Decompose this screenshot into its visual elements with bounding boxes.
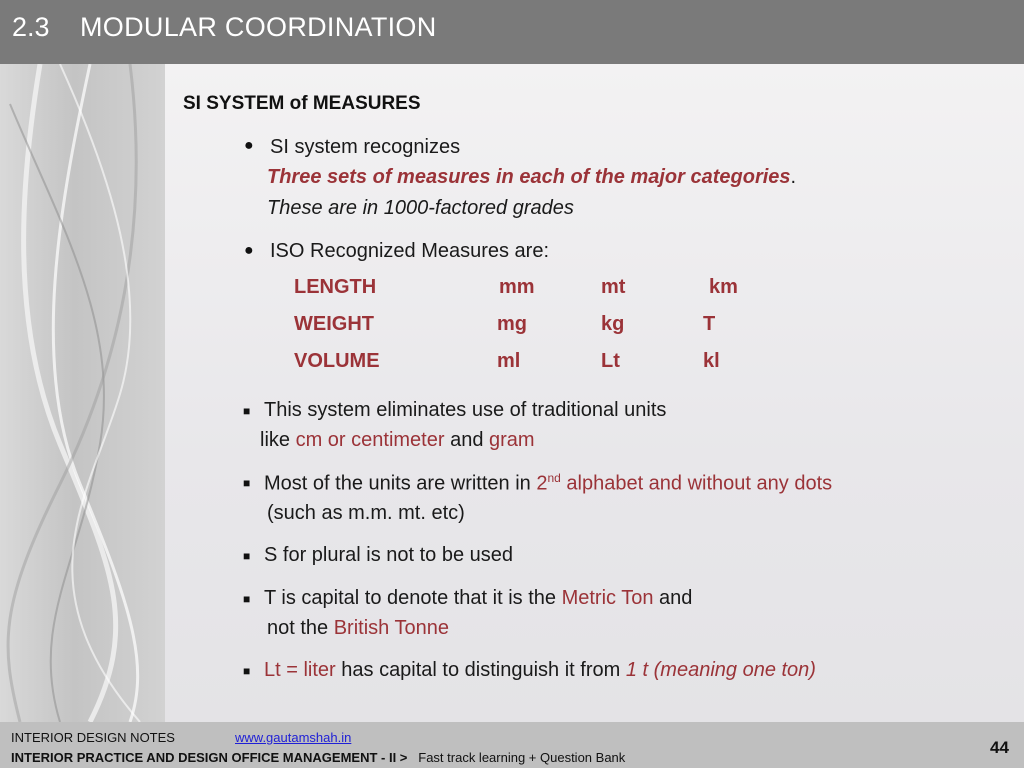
section-number: 2.3 [12,12,50,42]
bullet-dot: ● [244,137,254,154]
measure-unit: Lt [601,350,620,372]
measure-name: LENGTH [294,276,377,298]
bullet6-text: T is capital to denote that it is the Metric Ton and [264,587,693,609]
measure-name: WEIGHT [294,313,374,335]
bullet3-text: This system eliminates use of traditional units [264,399,667,421]
page-number: 44 [990,738,1009,757]
bullet-square: ■ [243,592,251,606]
footer-course-line: INTERIOR PRACTICE AND DESIGN OFFICE MANAGEMENT - II > Fast track learning + Question Bank [11,750,626,765]
bullet7-text: Lt = liter has capital to distinguish it from 1 t (meaning one ton) [264,659,816,681]
bullet1-note: These are in 1000-factored grades [267,197,574,219]
section-heading: SI SYSTEM of MEASURES [183,93,421,114]
bullet-square: ■ [243,664,251,678]
bullet6-continued: not the British Tonne [267,617,449,639]
bullet4-text: Most of the units are written in 2nd alphabet and without any dots [264,471,833,495]
title-bar [0,0,1024,64]
bullet1-text: SI system recognizes [270,136,461,158]
measure-unit: mg [497,313,527,335]
bullet-square: ■ [243,404,251,418]
measure-unit: ml [497,350,521,372]
measure-unit: mm [499,276,535,298]
bullet-dot: ● [244,242,254,259]
bullet5-text: S for plural is not to be used [264,544,514,566]
bullet3-continued: like cm or centimeter and gram [260,429,535,451]
decorative-side-panel [0,64,165,722]
bullet-square: ■ [243,549,251,563]
bullet-square: ■ [243,476,251,490]
measure-unit: kl [703,350,720,372]
measure-unit: T [703,313,716,335]
bullet4-continued: (such as m.m. mt. etc) [267,502,465,524]
swirl-decoration [0,64,165,722]
slide-title: MODULAR COORDINATION [80,12,437,42]
measure-name: VOLUME [294,350,380,372]
measure-unit: kg [601,313,625,335]
measure-unit: mt [601,276,626,298]
footer-notes-label: INTERIOR DESIGN NOTES [11,730,175,745]
footer-website-link[interactable]: www.gautamshah.in [235,730,352,745]
measure-unit: km [709,276,738,298]
bullet2-text: ISO Recognized Measures are: [270,240,550,262]
bullet1-emphasis: Three sets of measures in each of the major categories. [267,166,797,188]
